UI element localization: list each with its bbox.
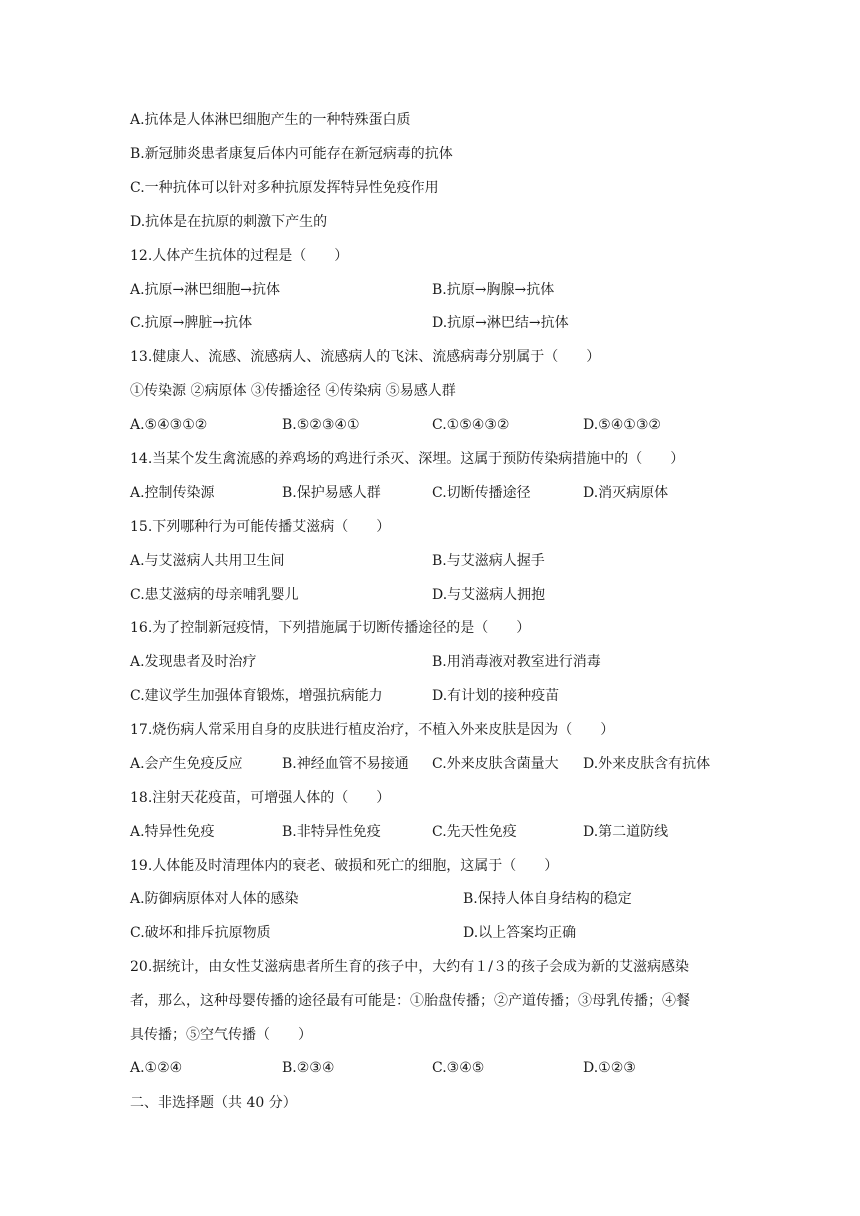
q13-option-a: A.⑤④③①② xyxy=(130,417,208,433)
q18-option-a: A.特异性免疫 xyxy=(130,824,215,840)
q13-stem: 13.健康人、流感、流感病人、流感病人的飞沫、流感病毒分别属于（ ） xyxy=(130,349,601,365)
q15-option-b: B.与艾滋病人握手 xyxy=(432,553,545,569)
q20-stem-line-3: 具传播；⑤空气传播（ ） xyxy=(130,1027,312,1043)
q17-option-d: D.外来皮肤含有抗体 xyxy=(583,756,711,772)
q12-option-c: C.抗原→脾脏→抗体 xyxy=(130,315,253,331)
q19-option-b: B.保持人体自身结构的稳定 xyxy=(463,891,632,907)
q11-option-b: B.新冠肺炎患者康复后体内可能存在新冠病毒的抗体 xyxy=(130,146,453,162)
q16-option-d: D.有计划的接种疫苗 xyxy=(432,688,560,704)
q20-stem-line-2: 者，那么，这种母婴传播的途径最有可能是：①胎盘传播；②产道传播；③母乳传播；④餐 xyxy=(130,993,690,1009)
q11-option-a: A.抗体是人体淋巴细胞产生的一种特殊蛋白质 xyxy=(130,112,411,128)
q18-option-c: C.先天性免疫 xyxy=(432,824,517,840)
q20-option-d: D.①②③ xyxy=(583,1060,636,1076)
q14-stem: 14.当某个发生禽流感的养鸡场的鸡进行杀灭、深埋。这属于预防传染病措施中的（ ） xyxy=(130,451,685,467)
q15-option-d: D.与艾滋病人拥抱 xyxy=(432,587,546,603)
q13-option-d: D.⑤④①③② xyxy=(583,417,661,433)
q19-stem: 19.人体能及时清理体内的衰老、破损和死亡的细胞，这属于（ ） xyxy=(130,858,559,874)
q16-option-c: C.建议学生加强体育锻炼，增强抗病能力 xyxy=(130,688,383,704)
q20-option-c: C.③④⑤ xyxy=(432,1060,485,1076)
q11-option-d: D.抗体是在抗原的刺激下产生的 xyxy=(130,214,328,230)
q13-note: ①传染源 ②病原体 ③传播途径 ④传染病 ⑤易感人群 xyxy=(130,383,456,399)
q18-option-b: B.非特异性免疫 xyxy=(282,824,381,840)
q20-option-b: B.②③④ xyxy=(282,1060,335,1076)
q12-option-d: D.抗原→淋巴结→抗体 xyxy=(432,315,569,331)
q20-option-a: A.①②④ xyxy=(130,1060,183,1076)
q14-option-d: D.消灭病原体 xyxy=(583,485,669,501)
q19-option-a: A.防御病原体对人体的感染 xyxy=(130,891,299,907)
q17-option-b: B.神经血管不易接通 xyxy=(282,756,409,772)
q13-option-b: B.⑤②③④① xyxy=(282,417,360,433)
q17-option-c: C.外来皮肤含菌量大 xyxy=(432,756,559,772)
q18-option-d: D.第二道防线 xyxy=(583,824,669,840)
q14-option-c: C.切断传播途径 xyxy=(432,485,531,501)
q19-option-d: D.以上答案均正确 xyxy=(463,925,577,941)
q16-option-b: B.用消毒液对教室进行消毒 xyxy=(432,654,601,670)
q20-stem-line-1: 20.据统计，由女性艾滋病患者所生育的孩子中，大约有１/３的孩子会成为新的艾滋病感染 xyxy=(130,959,689,975)
section-2-heading: 二、非选择题（共 40 分） xyxy=(130,1095,297,1111)
q11-option-c: C.一种抗体可以针对多种抗原发挥特异性免疫作用 xyxy=(130,180,439,196)
q14-option-b: B.保护易感人群 xyxy=(282,485,381,501)
q14-option-a: A.控制传染源 xyxy=(130,485,215,501)
q12-option-b: B.抗原→胸腺→抗体 xyxy=(432,282,555,298)
q16-stem: 16.为了控制新冠疫情，下列措施属于切断传播途径的是（ ） xyxy=(130,620,531,636)
q19-option-c: C.破坏和排斥抗原物质 xyxy=(130,925,271,941)
q12-option-a: A.抗原→淋巴细胞→抗体 xyxy=(130,282,281,298)
q17-option-a: A.会产生免疫反应 xyxy=(130,756,243,772)
q17-stem: 17.烧伤病人常采用自身的皮肤进行植皮治疗，不植入外来皮肤是因为（ ） xyxy=(130,722,615,738)
q15-option-a: A.与艾滋病人共用卫生间 xyxy=(130,553,285,569)
q13-option-c: C.①⑤④③② xyxy=(432,417,510,433)
q15-stem: 15.下列哪种行为可能传播艾滋病（ ） xyxy=(130,519,391,535)
q16-option-a: A.发现患者及时治疗 xyxy=(130,654,257,670)
q18-stem: 18.注射天花疫苗，可增强人体的（ ） xyxy=(130,790,391,806)
q15-option-c: C.患艾滋病的母亲哺乳婴儿 xyxy=(130,587,299,603)
q12-stem: 12.人体产生抗体的过程是（ ） xyxy=(130,248,349,264)
